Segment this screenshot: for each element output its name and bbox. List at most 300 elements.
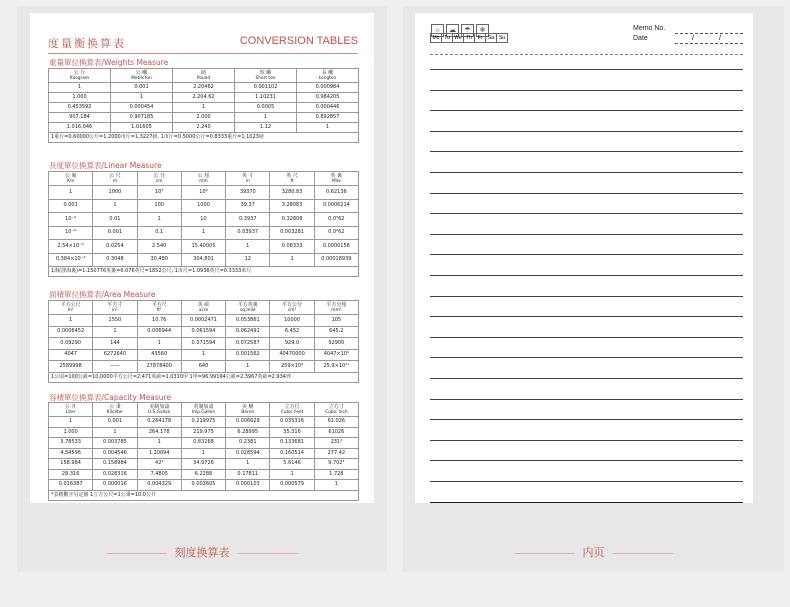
column-header-unit: mm² bbox=[331, 307, 342, 313]
table-cell: 929.0 bbox=[270, 338, 314, 350]
weekday-box[interactable]: We bbox=[452, 33, 464, 43]
table-row bbox=[49, 93, 359, 103]
table-cell: 0.000984 bbox=[297, 83, 359, 93]
table-cell: 0.3048 bbox=[93, 253, 137, 267]
table-row bbox=[49, 253, 359, 267]
column-header bbox=[270, 301, 314, 315]
rain-icon: ☂ bbox=[461, 24, 474, 37]
table-cell: 7.4805 bbox=[137, 469, 181, 480]
column-header-cn: 短 噸 bbox=[259, 69, 272, 76]
capacity-table bbox=[48, 402, 359, 501]
column-header bbox=[270, 403, 314, 417]
table-header-row bbox=[49, 403, 359, 417]
table-cell: 39370 bbox=[226, 186, 270, 200]
column-header-cn: 英 尺 bbox=[286, 172, 298, 179]
column-header bbox=[93, 301, 137, 315]
table-note: 1重斤=0.60000公斤=1.2000市斤=1.3227磅, 1市斤=0.5000公斤=0.8333重斤=1.1023磅 bbox=[49, 133, 359, 143]
table-cell: 42⁴ bbox=[137, 459, 181, 470]
table-header-row bbox=[49, 172, 359, 186]
table-cell: 0.264178 bbox=[137, 417, 181, 428]
ruled-line bbox=[430, 502, 743, 503]
table-row bbox=[49, 326, 359, 338]
table-cell: 3280.83 bbox=[270, 186, 314, 200]
ruled-line bbox=[430, 399, 743, 400]
table-cell: 0.2381 bbox=[226, 438, 270, 449]
table-row bbox=[49, 459, 359, 470]
column-header-cn: 美制加侖 bbox=[149, 403, 170, 410]
table-cell: 10⁶ bbox=[181, 186, 225, 200]
table-row bbox=[49, 361, 359, 373]
table-cell: 0.000103 bbox=[226, 480, 270, 491]
column-header-cn: 平方公分 bbox=[282, 301, 303, 308]
table-cell: 0.028316 bbox=[93, 469, 137, 480]
table-cell: 0.62136 bbox=[314, 186, 358, 200]
table-cell: 4047 bbox=[49, 349, 93, 361]
table-cell: 40470000 bbox=[270, 349, 314, 361]
table-cell: 0.0006214 bbox=[314, 199, 358, 213]
table-cell: 1 bbox=[270, 253, 314, 267]
table-cell: 304.801 bbox=[181, 253, 225, 267]
table-cell: 1 bbox=[49, 417, 93, 428]
column-header-cn: 公 裏 bbox=[64, 172, 77, 179]
table-cell: 144 bbox=[93, 338, 137, 350]
weekday-box[interactable]: Sa bbox=[485, 33, 497, 43]
table-note-row bbox=[49, 133, 359, 143]
table-cell: 43560 bbox=[137, 349, 181, 361]
conversion-table-panel bbox=[17, 6, 387, 572]
column-header bbox=[314, 403, 358, 417]
table-cell: 1550 bbox=[93, 315, 137, 327]
divider bbox=[515, 553, 575, 554]
ruled-line bbox=[430, 460, 743, 461]
left-caption bbox=[17, 544, 387, 560]
table-row bbox=[49, 199, 359, 213]
weekday-box[interactable]: Fr bbox=[474, 33, 486, 43]
column-header-unit: Kiloliter bbox=[106, 409, 124, 415]
memo-page bbox=[415, 13, 753, 503]
table-cell: 0.384×10⁻⁴ bbox=[49, 253, 93, 267]
column-header-cn: 公 分 bbox=[153, 172, 165, 179]
ruled-line bbox=[430, 296, 743, 297]
area-table bbox=[48, 300, 359, 383]
table-cell: 1 bbox=[49, 83, 111, 93]
column-header-unit: Pound bbox=[196, 75, 211, 81]
table-cell: 0.219975 bbox=[181, 417, 225, 428]
table-cell: 640 bbox=[181, 361, 225, 373]
column-header-unit: in² bbox=[112, 307, 118, 313]
table-cell: 0.071594 bbox=[181, 338, 225, 350]
column-header bbox=[235, 69, 297, 83]
column-header bbox=[181, 301, 225, 315]
table-cell: 0.0005 bbox=[235, 103, 297, 113]
weekday-box[interactable]: Th bbox=[463, 33, 475, 43]
table-cell: 10.76 bbox=[137, 315, 181, 327]
table-cell: 39.37 bbox=[226, 199, 270, 213]
column-header-cn: 英 裏 bbox=[330, 172, 343, 179]
table-cell: 1 bbox=[137, 438, 181, 449]
ruled-line bbox=[430, 151, 743, 152]
table-cell: 1 bbox=[270, 469, 314, 480]
table-cell: 1.10231 bbox=[235, 93, 297, 103]
column-header-cn: 平方英裏 bbox=[237, 301, 258, 308]
ruled-line bbox=[430, 357, 743, 358]
table-cell: 12 bbox=[226, 253, 270, 267]
table-cell: 1 bbox=[111, 93, 173, 103]
table-row bbox=[49, 213, 359, 227]
table-cell: 277.42 bbox=[314, 448, 358, 459]
table-row bbox=[49, 83, 359, 93]
header-title-en: CONVERSION TABLES bbox=[239, 35, 358, 47]
table-cell: 105 bbox=[314, 315, 358, 327]
table-cell: 1000 bbox=[93, 186, 137, 200]
divider bbox=[238, 553, 298, 554]
memo-no-line bbox=[675, 33, 743, 34]
column-header-unit: Kilogram bbox=[69, 75, 90, 81]
table-cell: 0.016387 bbox=[49, 480, 93, 491]
table-cell: 1 bbox=[93, 427, 137, 438]
column-header bbox=[226, 172, 270, 186]
table-cell: 2.540 bbox=[137, 240, 181, 254]
table-cell: 158.984 bbox=[49, 459, 93, 470]
column-header bbox=[314, 301, 358, 315]
column-header-cn: 美 桶 bbox=[241, 403, 254, 410]
ruled-line bbox=[430, 378, 743, 379]
snow-icon: ❄ bbox=[476, 24, 489, 37]
table-cell: 0.000454 bbox=[111, 103, 173, 113]
column-header-unit: ft² bbox=[156, 307, 162, 313]
table-cell: 1 bbox=[49, 315, 93, 327]
table-cell: 645.2 bbox=[314, 326, 358, 338]
table-cell: 0.003605 bbox=[181, 480, 225, 491]
table-cell: 2.54×10⁻⁵ bbox=[49, 240, 93, 254]
table-cell: 231⁴ bbox=[314, 438, 358, 449]
table-cell: 0.0002471 bbox=[181, 315, 225, 327]
table-cell: 0.133681 bbox=[270, 438, 314, 449]
divider bbox=[613, 553, 673, 554]
linear-table bbox=[48, 171, 359, 277]
table-cell: 0.028594 bbox=[226, 448, 270, 459]
table-cell: 6.28995 bbox=[226, 427, 270, 438]
table-cell: 30.480 bbox=[137, 253, 181, 267]
table-row bbox=[49, 448, 359, 459]
table-cell: 1 bbox=[137, 338, 181, 350]
table-cell: 1 bbox=[137, 213, 181, 227]
table-cell: 0.0000158 bbox=[314, 240, 358, 254]
table-cell: 0.000579 bbox=[270, 480, 314, 491]
table-row bbox=[49, 349, 359, 361]
column-header-unit: Imp.Gallon bbox=[191, 409, 216, 415]
table-cell: 1 bbox=[49, 186, 93, 200]
table-row bbox=[49, 240, 359, 254]
ruled-line bbox=[430, 254, 743, 255]
table-cell: 1 bbox=[93, 199, 137, 213]
table-cell: 0.003281 bbox=[270, 226, 314, 240]
column-header-unit: Metricton bbox=[131, 75, 152, 81]
table-cell: 1 bbox=[181, 226, 225, 240]
table-cell: 1 bbox=[314, 480, 358, 491]
left-caption-text: 刻度换算表 bbox=[174, 546, 230, 559]
table-cell: 25.9×10¹¹ bbox=[314, 361, 358, 373]
table-cell: 0.001 bbox=[111, 83, 173, 93]
column-header-unit: cm² bbox=[287, 307, 297, 313]
table-cell: 61026 bbox=[314, 427, 358, 438]
table-row bbox=[49, 113, 359, 123]
column-header-cn: 公 厘 bbox=[197, 172, 210, 179]
table-cell: 0.158984 bbox=[93, 459, 137, 470]
table-cell: 0.17811 bbox=[226, 469, 270, 480]
column-header-unit: m bbox=[112, 178, 118, 184]
table-cell: 907.184 bbox=[49, 113, 111, 123]
table-cell: 1.12 bbox=[235, 123, 297, 133]
ruled-line bbox=[430, 481, 743, 482]
table-cell: 10⁻⁶ bbox=[49, 226, 93, 240]
table-note: 1公頃=100公畝=10,0000平方公尺=2.471英畝=1.0310甲 1甲=96.99194公畝=2.3967英畝=2.934坪 bbox=[49, 372, 359, 382]
table-cell: 1 bbox=[297, 123, 359, 133]
table-cell: 1000 bbox=[181, 199, 225, 213]
area-title: 面積單位換算表/Area Measure bbox=[49, 290, 156, 299]
table-cell: 0.1 bbox=[137, 226, 181, 240]
table-cell: 0.053861 bbox=[226, 315, 270, 327]
column-header bbox=[270, 172, 314, 186]
column-header-cn: 英 寸 bbox=[241, 172, 254, 179]
right-caption bbox=[403, 544, 784, 560]
table-cell: 3.78533 bbox=[49, 438, 93, 449]
column-header-unit: Liter bbox=[65, 409, 76, 415]
table-row bbox=[49, 427, 359, 438]
table-cell: 1 bbox=[226, 361, 270, 373]
column-header bbox=[137, 403, 181, 417]
table-cell: 0.09290 bbox=[49, 338, 93, 350]
weekday-boxes bbox=[430, 33, 507, 43]
column-header bbox=[181, 403, 225, 417]
table-cell: 0.453592 bbox=[49, 103, 111, 113]
ruled-line bbox=[430, 316, 743, 317]
table-cell: 2.240 bbox=[173, 123, 235, 133]
column-header-cn: 公 尺 bbox=[109, 172, 121, 179]
column-header bbox=[93, 172, 137, 186]
table-cell: 10000 bbox=[270, 315, 314, 327]
column-header bbox=[137, 172, 181, 186]
column-header-cn: 英制加侖 bbox=[193, 403, 214, 410]
table-cell: 0.000016 bbox=[93, 480, 137, 491]
ruled-line bbox=[430, 419, 743, 420]
table-cell: 27878400 bbox=[137, 361, 181, 373]
table-cell: 1.728 bbox=[314, 469, 358, 480]
table-cell: 1 bbox=[173, 103, 235, 113]
column-header-cn: 英 畝 bbox=[197, 301, 210, 308]
column-header bbox=[49, 69, 111, 83]
table-cell: 15.40005 bbox=[181, 240, 225, 254]
ruled-line bbox=[430, 440, 743, 441]
table-row bbox=[49, 315, 359, 327]
table-cell: 10⁻⁵ bbox=[49, 213, 93, 227]
weekday-box[interactable]: Mo bbox=[430, 33, 442, 43]
table-cell: 0.062491 bbox=[226, 326, 270, 338]
table-header-row bbox=[49, 301, 359, 315]
table-cell: 0.006944 bbox=[137, 326, 181, 338]
table-cell: 2589998 bbox=[49, 361, 93, 373]
table-cell: 0.01 bbox=[93, 213, 137, 227]
column-header bbox=[314, 172, 358, 186]
column-header-unit: Cubic Feet bbox=[280, 409, 304, 415]
column-header-cn: 平方寸 bbox=[107, 301, 123, 308]
table-cell: 0.32808 bbox=[270, 213, 314, 227]
table-cell: 0.160514 bbox=[270, 448, 314, 459]
table-cell: 4047×10⁶ bbox=[314, 349, 358, 361]
table-cell: 0.072587 bbox=[226, 338, 270, 350]
column-header bbox=[226, 403, 270, 417]
table-cell: 6272640 bbox=[93, 349, 137, 361]
table-cell: 4.54596 bbox=[49, 448, 93, 459]
cloud-icon: ☁ bbox=[446, 24, 459, 37]
table-cell: 2.20462 bbox=[173, 83, 235, 93]
table-cell: 0.984205 bbox=[297, 93, 359, 103]
weights-title: 重量單位換算表/Weights Measure bbox=[49, 58, 169, 67]
table-cell: —— bbox=[93, 361, 137, 373]
table-cell: 0.00018939 bbox=[314, 253, 358, 267]
table-cell: 28.316 bbox=[49, 469, 93, 480]
column-header bbox=[49, 301, 93, 315]
column-header-unit: m² bbox=[67, 307, 74, 313]
table-cell: 3.28083 bbox=[270, 199, 314, 213]
date-separator: / bbox=[692, 35, 694, 42]
table-cell: 6.2288 bbox=[181, 469, 225, 480]
table-cell: 0.004329 bbox=[137, 480, 181, 491]
table-cell: 0.001102 bbox=[235, 83, 297, 93]
table-header-row bbox=[49, 69, 359, 83]
column-header-unit: ft bbox=[290, 178, 294, 184]
table-row bbox=[49, 417, 359, 428]
date-label: Date bbox=[633, 35, 648, 42]
column-header-unit: Longton bbox=[318, 75, 337, 81]
table-cell: 61.026 bbox=[314, 417, 358, 428]
weekday-box[interactable]: Su bbox=[496, 33, 508, 43]
table-cell: 5.6146 bbox=[270, 459, 314, 470]
table-cell: 0.08333 bbox=[270, 240, 314, 254]
table-row bbox=[49, 186, 359, 200]
table-row bbox=[49, 438, 359, 449]
column-header-cn: 長 噸 bbox=[321, 69, 334, 76]
table-cell: 1 bbox=[226, 240, 270, 254]
table-cell: 2.204.62 bbox=[173, 93, 235, 103]
column-header-cn: 立方寸 bbox=[328, 403, 344, 410]
table-cell: 100 bbox=[137, 199, 181, 213]
column-header-unit: Mile bbox=[331, 178, 341, 184]
table-cell: 0.83268 bbox=[181, 438, 225, 449]
column-header bbox=[49, 172, 93, 186]
table-row bbox=[49, 123, 359, 133]
column-header bbox=[93, 403, 137, 417]
sun-icon: ☼ bbox=[431, 24, 444, 37]
table-cell: 1 bbox=[181, 349, 225, 361]
column-header-unit: Km bbox=[67, 178, 75, 184]
capacity-title: 容積單位換算表/Capacity Measure bbox=[49, 393, 172, 402]
table-cell: 1.000 bbox=[49, 427, 93, 438]
ruled-line bbox=[430, 172, 743, 173]
ruled-line bbox=[430, 193, 743, 194]
table-cell: 0.001 bbox=[93, 417, 137, 428]
table-cell: 0.003785 bbox=[93, 438, 137, 449]
header-dash-line bbox=[430, 54, 743, 55]
column-header-cn: 立方尺 bbox=[284, 403, 300, 410]
table-cell: 0.0006452 bbox=[49, 326, 93, 338]
column-header-unit: Short ton bbox=[255, 75, 276, 81]
column-header-unit: Barrel bbox=[241, 409, 255, 415]
column-header-unit: acre bbox=[198, 307, 209, 313]
column-header-unit: U.S.Gallon bbox=[148, 409, 171, 415]
right-caption-text: 内页 bbox=[582, 546, 605, 559]
ruled-line bbox=[430, 234, 743, 235]
column-header-cn: 公 秉 bbox=[109, 403, 121, 410]
column-header bbox=[297, 69, 359, 83]
column-header-cn: 公 斤 bbox=[73, 69, 86, 76]
column-header-unit: mm bbox=[199, 178, 208, 184]
table-cell: 9.702⁴ bbox=[314, 459, 358, 470]
column-header bbox=[226, 301, 270, 315]
table-cell: 1.01605 bbox=[111, 123, 173, 133]
table-row bbox=[49, 226, 359, 240]
table-cell: 1 bbox=[235, 113, 297, 123]
table-cell: 1.20094 bbox=[137, 448, 181, 459]
table-cell: 1.000 bbox=[49, 93, 111, 103]
ruled-line bbox=[430, 275, 743, 276]
column-header-unit: cm bbox=[155, 178, 163, 184]
table-cell: 0.03937 bbox=[226, 226, 270, 240]
table-note: 1海(浬海裏)=1.150776英裏=6.076英尺=1852公尺, 1市尺=1.0936英尺=0.3333米尺 bbox=[49, 267, 359, 277]
table-cell: 0.004546 bbox=[93, 448, 137, 459]
table-row bbox=[49, 480, 359, 491]
table-note-row bbox=[49, 372, 359, 382]
table-cell: 264.178 bbox=[137, 427, 181, 438]
table-cell: 0.3937 bbox=[226, 213, 270, 227]
table-cell: 0.006629 bbox=[226, 417, 270, 428]
table-note-row bbox=[49, 267, 359, 277]
table-cell: 0.0⁵62 bbox=[314, 213, 358, 227]
column-header-unit: in bbox=[245, 178, 250, 184]
column-header-cn: 平方公尺 bbox=[60, 301, 81, 308]
ruled-line bbox=[430, 69, 743, 70]
column-header-cn: 公 升 bbox=[64, 403, 77, 410]
table-cell: 0.892857 bbox=[297, 113, 359, 123]
weights-table bbox=[48, 68, 359, 143]
table-cell: 1 bbox=[181, 448, 225, 459]
column-header-cn: 平方尺 bbox=[151, 301, 167, 308]
column-header-unit: sq.mile bbox=[239, 307, 256, 313]
table-note-row bbox=[49, 490, 359, 500]
linear-title: 長度單位換算表/Linear Measure bbox=[49, 161, 162, 170]
table-cell: 0.0⁶62 bbox=[314, 226, 358, 240]
table-cell: 219.975 bbox=[181, 427, 225, 438]
table-cell: 0.0254 bbox=[93, 240, 137, 254]
table-cell: 10⁵ bbox=[137, 186, 181, 200]
table-cell: 0.000446 bbox=[297, 103, 359, 113]
memo-no-label: Memo No. bbox=[633, 25, 666, 32]
table-cell: 1 bbox=[226, 459, 270, 470]
ruled-line bbox=[430, 90, 743, 91]
column-header bbox=[181, 172, 225, 186]
weekday-box[interactable]: Tu bbox=[441, 33, 453, 43]
memo-panel bbox=[403, 6, 784, 572]
table-cell: 0.061594 bbox=[181, 326, 225, 338]
column-header-unit: Cubic Inch bbox=[325, 409, 348, 415]
table-cell: 35.316 bbox=[270, 427, 314, 438]
date-line bbox=[675, 43, 743, 44]
page-header bbox=[48, 35, 358, 54]
table-cell: 2.000 bbox=[173, 113, 235, 123]
table-row bbox=[49, 103, 359, 113]
table-row bbox=[49, 469, 359, 480]
date-separator: / bbox=[719, 35, 721, 42]
